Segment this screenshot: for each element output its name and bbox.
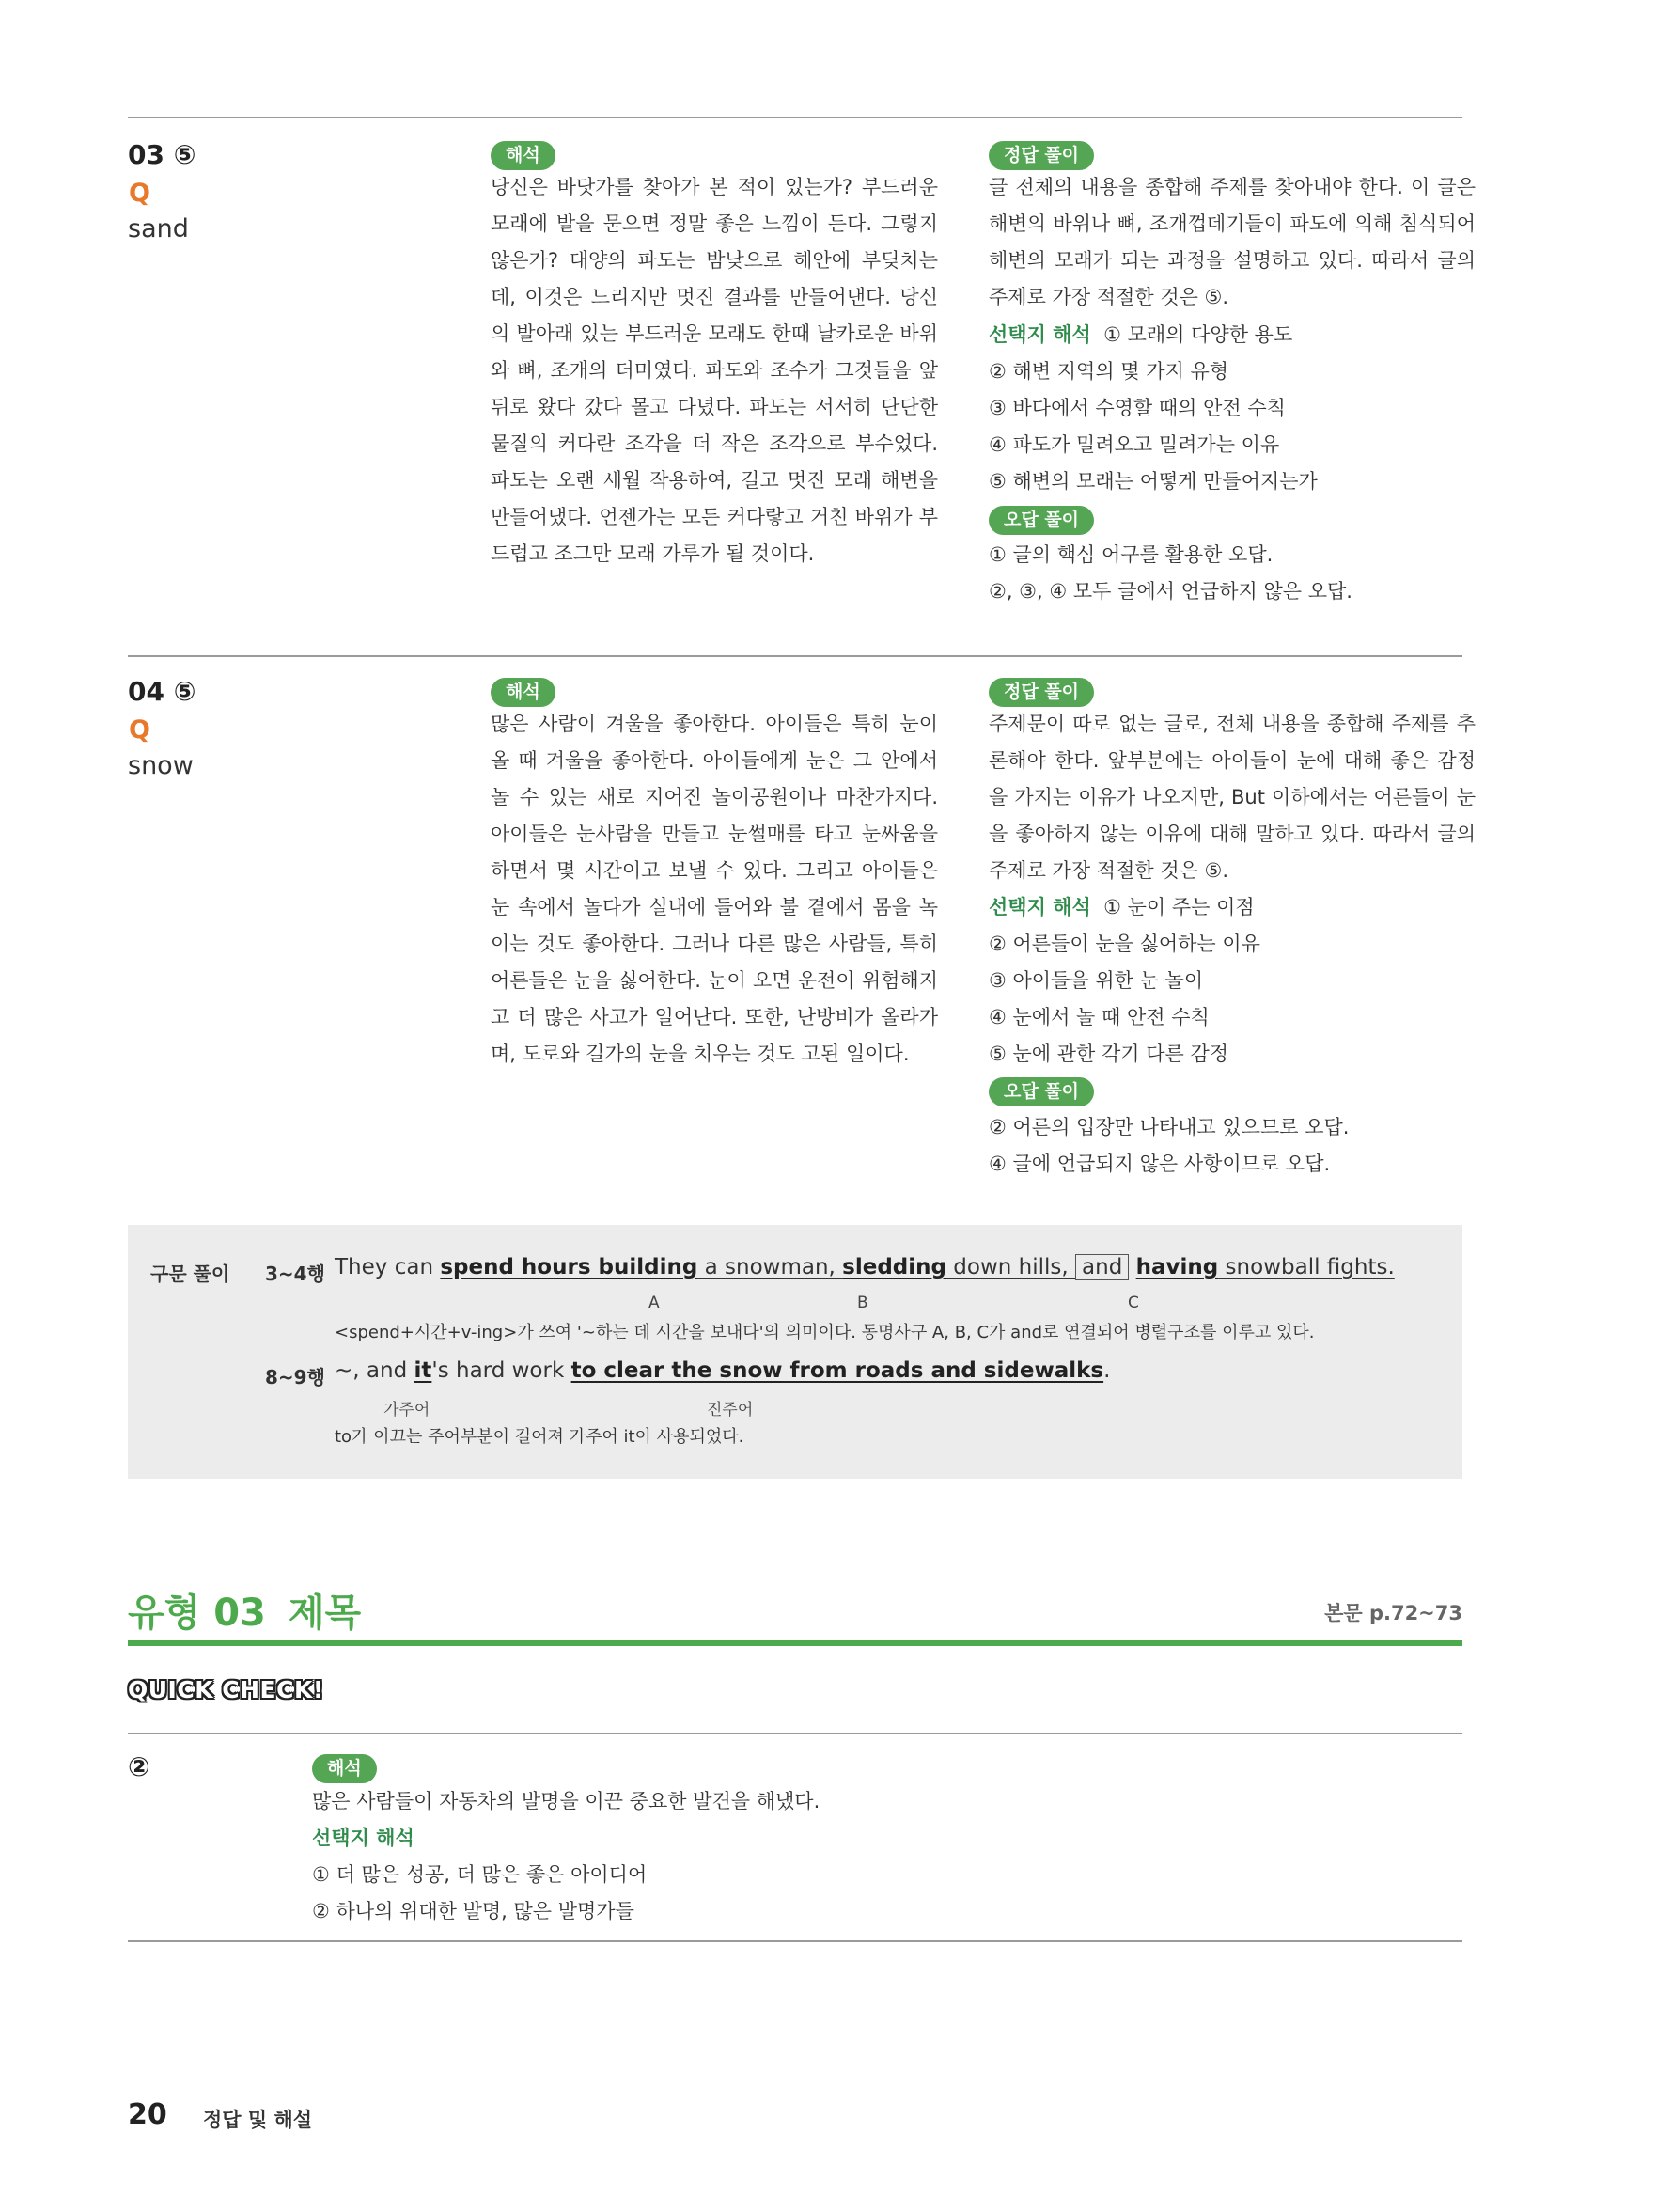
s1-mark-a: A — [648, 1294, 660, 1312]
grammar-s1-lines: 3~4행 — [265, 1263, 325, 1285]
q04-answer: snow — [128, 751, 194, 780]
q03-translation: 당신은 바닷가를 찾아가 본 적이 있는가? 부드러운 모래에 발을 묻으면 정말 좋은 느낌이 든다. 그렇지 않은가? 대양의 파도는 밤낮으로 해안에 부딪치는데, 이것은 느리지만 멋진 결과를 만들어낸다. 당신의 발아래 있는 부드러운 모래도 한때 날카로운 바위와 뼈, 조개의 더미였다. 파도와 조수가 그것들을 앞뒤로 왔다 갔다 몰고 다녔다. 파도는 서서히 단단한 물질의 커다란 조각을 더 작은 조각으로 부수었다. 파도는 오랜 세월 작용하여, 길고 멋진 모래 해변을 만들어냈다. 언젠가는 모든 커다랗고 거친 바위가 부드럽고 조그만 모래 가루가 될 것이다. — [491, 176, 938, 565]
q03-number: 03 ⑤ — [128, 139, 196, 170]
q04-choices-block — [989, 889, 1255, 926]
quick-check-choice-1: ① 더 많은 성공, 더 많은 좋은 아이디어 — [312, 1863, 648, 1886]
q04-wrong-label: 오답 풀이 — [989, 1077, 1094, 1106]
page-number: 20 — [128, 2098, 167, 2131]
grammar-s2-lines: 8~9행 — [265, 1366, 325, 1388]
q03-choice-5: ⑤ 해변의 모래는 어떻게 만들어지는가 — [989, 470, 1318, 493]
s2-mark-dummy-subject: 가주어 — [383, 1401, 430, 1420]
quick-check-translation: 많은 사람들이 자동차의 발명을 이끈 중요한 발견을 해냈다. — [312, 1790, 820, 1812]
s2-part: ~, and — [335, 1358, 414, 1383]
q03-wrong-1: ① 글의 핵심 어구를 활용한 오답. — [989, 543, 1274, 566]
q04-wrong-2: ④ 글에 언급되지 않은 사항이므로 오답. — [989, 1153, 1331, 1175]
q04-answer-label: 정답 풀이 — [989, 678, 1094, 707]
quick-check-top-rule — [128, 1733, 1462, 1734]
q04-top-rule — [128, 655, 1462, 657]
s1-having: having — [1135, 1255, 1219, 1279]
footer-title: 정답 및 해설 — [203, 2109, 313, 2131]
s1-part: snowball fights. — [1218, 1255, 1395, 1279]
quick-check-translation-label: 해석 — [312, 1754, 377, 1783]
s2-to-clear: to clear the snow from roads and sidewalks — [570, 1358, 1104, 1383]
q03-top-rule — [128, 117, 1462, 118]
s1-sledding: sledding — [842, 1255, 946, 1279]
q04-wrong-1: ② 어른의 입장만 나타내고 있으므로 오답. — [989, 1116, 1350, 1138]
section-title-type: 유형 03 — [128, 1592, 266, 1635]
q03-choice-3: ③ 바다에서 수영할 때의 안전 수칙 — [989, 397, 1286, 419]
q03-explanation: 글 전체의 내용을 종합해 주제를 찾아내야 한다. 이 글은 해변의 바위나 뼈, 조개껍데기들이 파도에 의해 침식되어 해변의 모래가 되는 과정을 설명하고 있다. 따라서 글의 주제로 가장 적절한 것은 ⑤. — [989, 176, 1476, 308]
grammar-sentence-2 — [335, 1358, 1110, 1383]
section-title — [128, 1583, 361, 1637]
q03-answer: sand — [128, 214, 189, 243]
q04-q-mark: Q — [129, 715, 150, 745]
quick-check-answer: ② — [128, 1751, 150, 1782]
quick-check-badge: QUICK CHECK! — [128, 1676, 324, 1703]
q03-choice-label: 선택지 해석 — [989, 323, 1091, 346]
q04-choice-3: ③ 아이들을 위한 눈 놀이 — [989, 969, 1204, 992]
s1-part: a snowman, — [697, 1255, 843, 1279]
s2-it: it — [414, 1358, 432, 1383]
s1-mark-c: C — [1128, 1294, 1139, 1312]
q04-choice-4: ④ 눈에서 놀 때 안전 수칙 — [989, 1006, 1210, 1028]
q04-choice-1: ① 눈이 주는 이점 — [1103, 896, 1255, 918]
q03-translation-label: 해석 — [491, 141, 555, 170]
q03-wrong-label: 오답 풀이 — [989, 506, 1094, 535]
s2-period: . — [1103, 1358, 1111, 1383]
q03-choice-4: ④ 파도가 밀려오고 밀려가는 이유 — [989, 433, 1280, 456]
s1-space — [1129, 1255, 1135, 1279]
q04-choice-5: ⑤ 눈에 관한 각기 다른 감정 — [989, 1043, 1229, 1065]
q04-number: 04 ⑤ — [128, 676, 196, 707]
grammar-note-2: to가 이끄는 주어부분이 길어져 가주어 it이 사용되었다. — [335, 1427, 744, 1447]
q03-q-mark: Q — [129, 179, 150, 208]
s2-part: 's hard work — [431, 1358, 571, 1383]
s1-part: down hills, — [946, 1255, 1076, 1279]
q04-translation-label: 해석 — [491, 678, 555, 707]
section-title-topic: 제목 — [288, 1592, 362, 1635]
q04-choice-2: ② 어른들이 눈을 싫어하는 이유 — [989, 933, 1260, 955]
q03-answer-label: 정답 풀이 — [989, 141, 1094, 170]
s1-part: They can — [335, 1255, 441, 1279]
q03-choice-1: ① 모래의 다양한 용도 — [1103, 323, 1293, 346]
quick-check-bottom-rule — [128, 1940, 1462, 1942]
s1-and-boxed: and — [1075, 1254, 1129, 1280]
s1-mark-b: B — [857, 1294, 868, 1312]
q04-explanation: 주제문이 따로 없는 글로, 전체 내용을 종합해 주제를 추론해야 한다. 앞부분에는 아이들이 눈에 대해 좋은 감정을 가지는 이유가 나오지만, But 이하에서는 어른들이 눈을 좋아하지 않는 이유에 대해 말하고 있다. 따라서 글의 주제로 가장 적절한 것은 ⑤. — [989, 713, 1476, 882]
q04-choice-label: 선택지 해석 — [989, 896, 1091, 918]
q03-wrong-2: ②, ③, ④ 모두 글에서 언급하지 않은 오답. — [989, 580, 1352, 603]
s2-mark-real-subject: 진주어 — [707, 1401, 754, 1420]
section-rule — [128, 1640, 1462, 1646]
quick-check-choice-2: ② 하나의 위대한 발명, 많은 발명가들 — [312, 1900, 634, 1922]
grammar-note-1: <spend+시간+v-ing>가 쓰여 '~하는 데 시간을 보내다'의 의미이다. 동명사구 A, B, C가 and로 연결되어 병렬구조를 이루고 있다. — [335, 1323, 1315, 1342]
q03-choice-2: ② 해변 지역의 몇 가지 유형 — [989, 360, 1229, 383]
grammar-sentence-1 — [335, 1255, 1395, 1279]
s1-spend-hours-building: spend hours building — [440, 1255, 698, 1279]
quick-check-choice-label: 선택지 해석 — [312, 1827, 414, 1849]
section-page-ref: 본문 p.72~73 — [1324, 1602, 1462, 1624]
grammar-label: 구문 풀이 — [150, 1263, 230, 1285]
q04-translation: 많은 사람이 겨울을 좋아한다. 아이들은 특히 눈이 올 때 겨울을 좋아한다. 아이들에게 눈은 그 안에서 놀 수 있는 새로 지어진 놀이공원이나 마찬가지다. 아이들은 눈사람을 만들고 눈썰매를 타고 눈싸움을 하면서 몇 시간이고 보낼 수 있다. 그리고 아이들은 눈 속에서 놀다가 실내에 들어와 불 곁에서 몸을 녹이는 것도 좋아한다. 그러나 다른 많은 사람들, 특히 어른들은 눈을 싫어한다. 눈이 오면 운전이 위험해지고 더 많은 사고가 일어난다. 또한, 난방비가 올라가며, 도로와 길가의 눈을 치우는 것도 고된 일이다. — [491, 713, 938, 1065]
q03-choices-block — [989, 317, 1292, 353]
